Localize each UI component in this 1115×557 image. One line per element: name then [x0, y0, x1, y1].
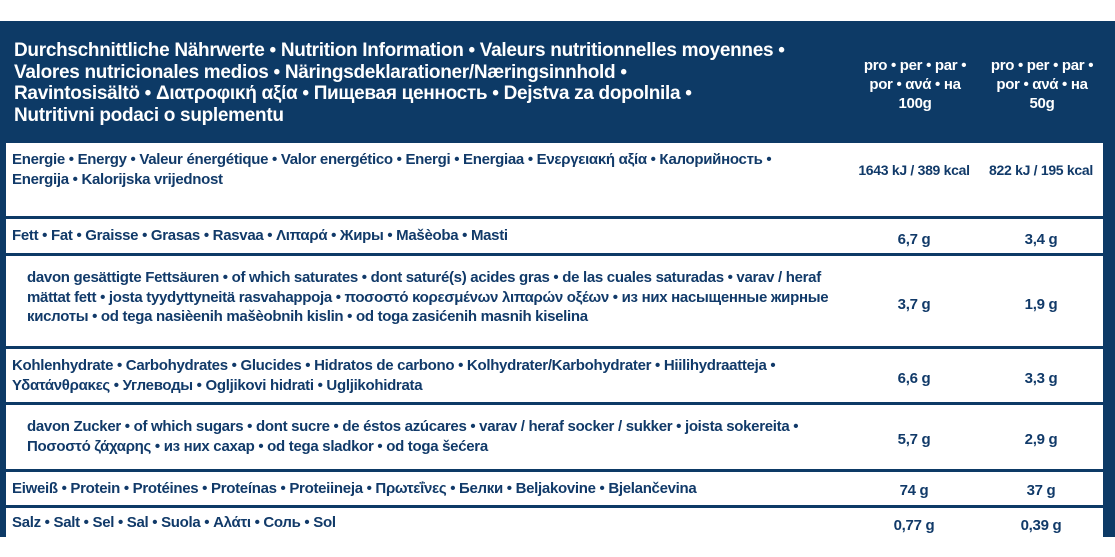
table-row-sugars: [6, 405, 1103, 469]
table-header: [0, 21, 1115, 139]
row-label-line: Ποσοστό ζάχαρης • из них сахар • od tega sladkor • od toga šećera: [27, 437, 488, 455]
value-per-50g: 37 g: [1026, 482, 1056, 499]
row-label: [12, 356, 832, 395]
row-label-line: кислоты • od tega nasièenih mašèobnih kislin • od toga zasićenih masnih kiselina: [27, 308, 588, 325]
value-per-50g: 2,9 g: [1024, 431, 1058, 448]
header-per-50g: [982, 56, 1102, 113]
row-label-line: davon gesättigte Fettsäuren • of which saturates • dont saturé(s) acides gras • de las cuales saturadas • varav / heraf: [27, 269, 821, 286]
value-per-100g: 74 g: [899, 482, 929, 499]
value-per-50g: 3,4 g: [1024, 231, 1058, 248]
header-title-line: Ravintosisältö • Διατροφική αξία • Пищевая ценность • Dejstva za dopolnila •: [14, 83, 692, 104]
row-label-line: mättat fett • josta tyydyttyneitä rasvahappoja • ποσοστό κορεσμένων λιπαρών οξέων • из них насыщенные жирные: [27, 288, 829, 306]
value-per-50g: 822 kJ / 195 kcal: [989, 162, 1093, 178]
row-label-line: davon Zucker • of which sugars • dont sucre • de éstos azúcares • varav / heraf socker / sukker • joista sokereita •: [27, 418, 799, 435]
value-per-100g: 0,77 g: [893, 517, 935, 534]
table-row-fat: [6, 219, 1103, 253]
table-row-salt: [6, 508, 1103, 537]
header-title: [14, 40, 849, 126]
header-title-line: Nutritivni podaci o suplementu: [14, 104, 284, 126]
value-per-100g: 5,7 g: [897, 431, 931, 448]
value-per-50g: 1,9 g: [1024, 296, 1058, 313]
table-row-protein: [6, 472, 1103, 505]
header-title-line: Valores nutricionales medios • Näringsdeklarationer/Næringsinnhold •: [14, 61, 627, 83]
row-label-line: Energie • Energy • Valeur énergétique • Valor energético • Energi • Energiaa • Ενεργειακή αξία • Калорийность •: [12, 151, 772, 168]
header-title-line: Durchschnittliche Nährwerte • Nutrition Information • Valeurs nutritionnelles moyennes •: [14, 40, 785, 61]
header-col-line: 100g: [898, 95, 932, 112]
row-label-line: Υδατάνθρακες • Углеводы • Ogljikovi hidrati • Ugljikohidrata: [12, 376, 423, 394]
value-per-50g: 3,3 g: [1024, 370, 1058, 387]
header-col-line: 50g: [1029, 95, 1055, 112]
row-label-line: Energija • Kalorijska vrijednost: [12, 170, 223, 188]
row-label: Eiweiß • Protein • Protéines • Proteínas • Proteiineja • Πρωτεΐνες • Белки • Beljakovine • Bjelančevina: [12, 480, 697, 497]
header-col-line: por • ανά • на: [869, 76, 961, 93]
row-label-line: Kohlenhydrate • Carbohydrates • Glucides • Hidratos de carbono • Kolhydrater/Karbohydrater • Hiilihydraatteja •: [12, 357, 776, 374]
row-label: [27, 417, 857, 456]
table-row-saturates: [6, 256, 1103, 346]
header-col-line: por • ανά • на: [996, 76, 1088, 93]
header-per-100g: [855, 56, 975, 113]
row-label: Salz • Salt • Sel • Sal • Suola • Αλάτι • Соль • Sol: [12, 514, 336, 531]
value-per-100g: 6,6 g: [897, 370, 931, 387]
value-per-100g: 6,7 g: [897, 231, 931, 248]
table-row-energy: [6, 143, 1103, 216]
table-row-carbohydrates: [6, 349, 1103, 402]
value-per-100g: 1643 kJ / 389 kcal: [858, 162, 970, 178]
value-per-100g: 3,7 g: [897, 296, 931, 313]
row-label: Fett • Fat • Graisse • Grasas • Rasvaa • Λιπαρά • Жиры • Mašèoba • Masti: [12, 227, 508, 244]
row-label: [12, 150, 832, 189]
header-col-line: pro • per • par •: [863, 57, 967, 74]
nutrition-table: [0, 21, 1115, 537]
value-per-50g: 0,39 g: [1020, 517, 1062, 534]
header-col-line: pro • per • par •: [990, 57, 1094, 74]
row-label: [27, 268, 857, 327]
